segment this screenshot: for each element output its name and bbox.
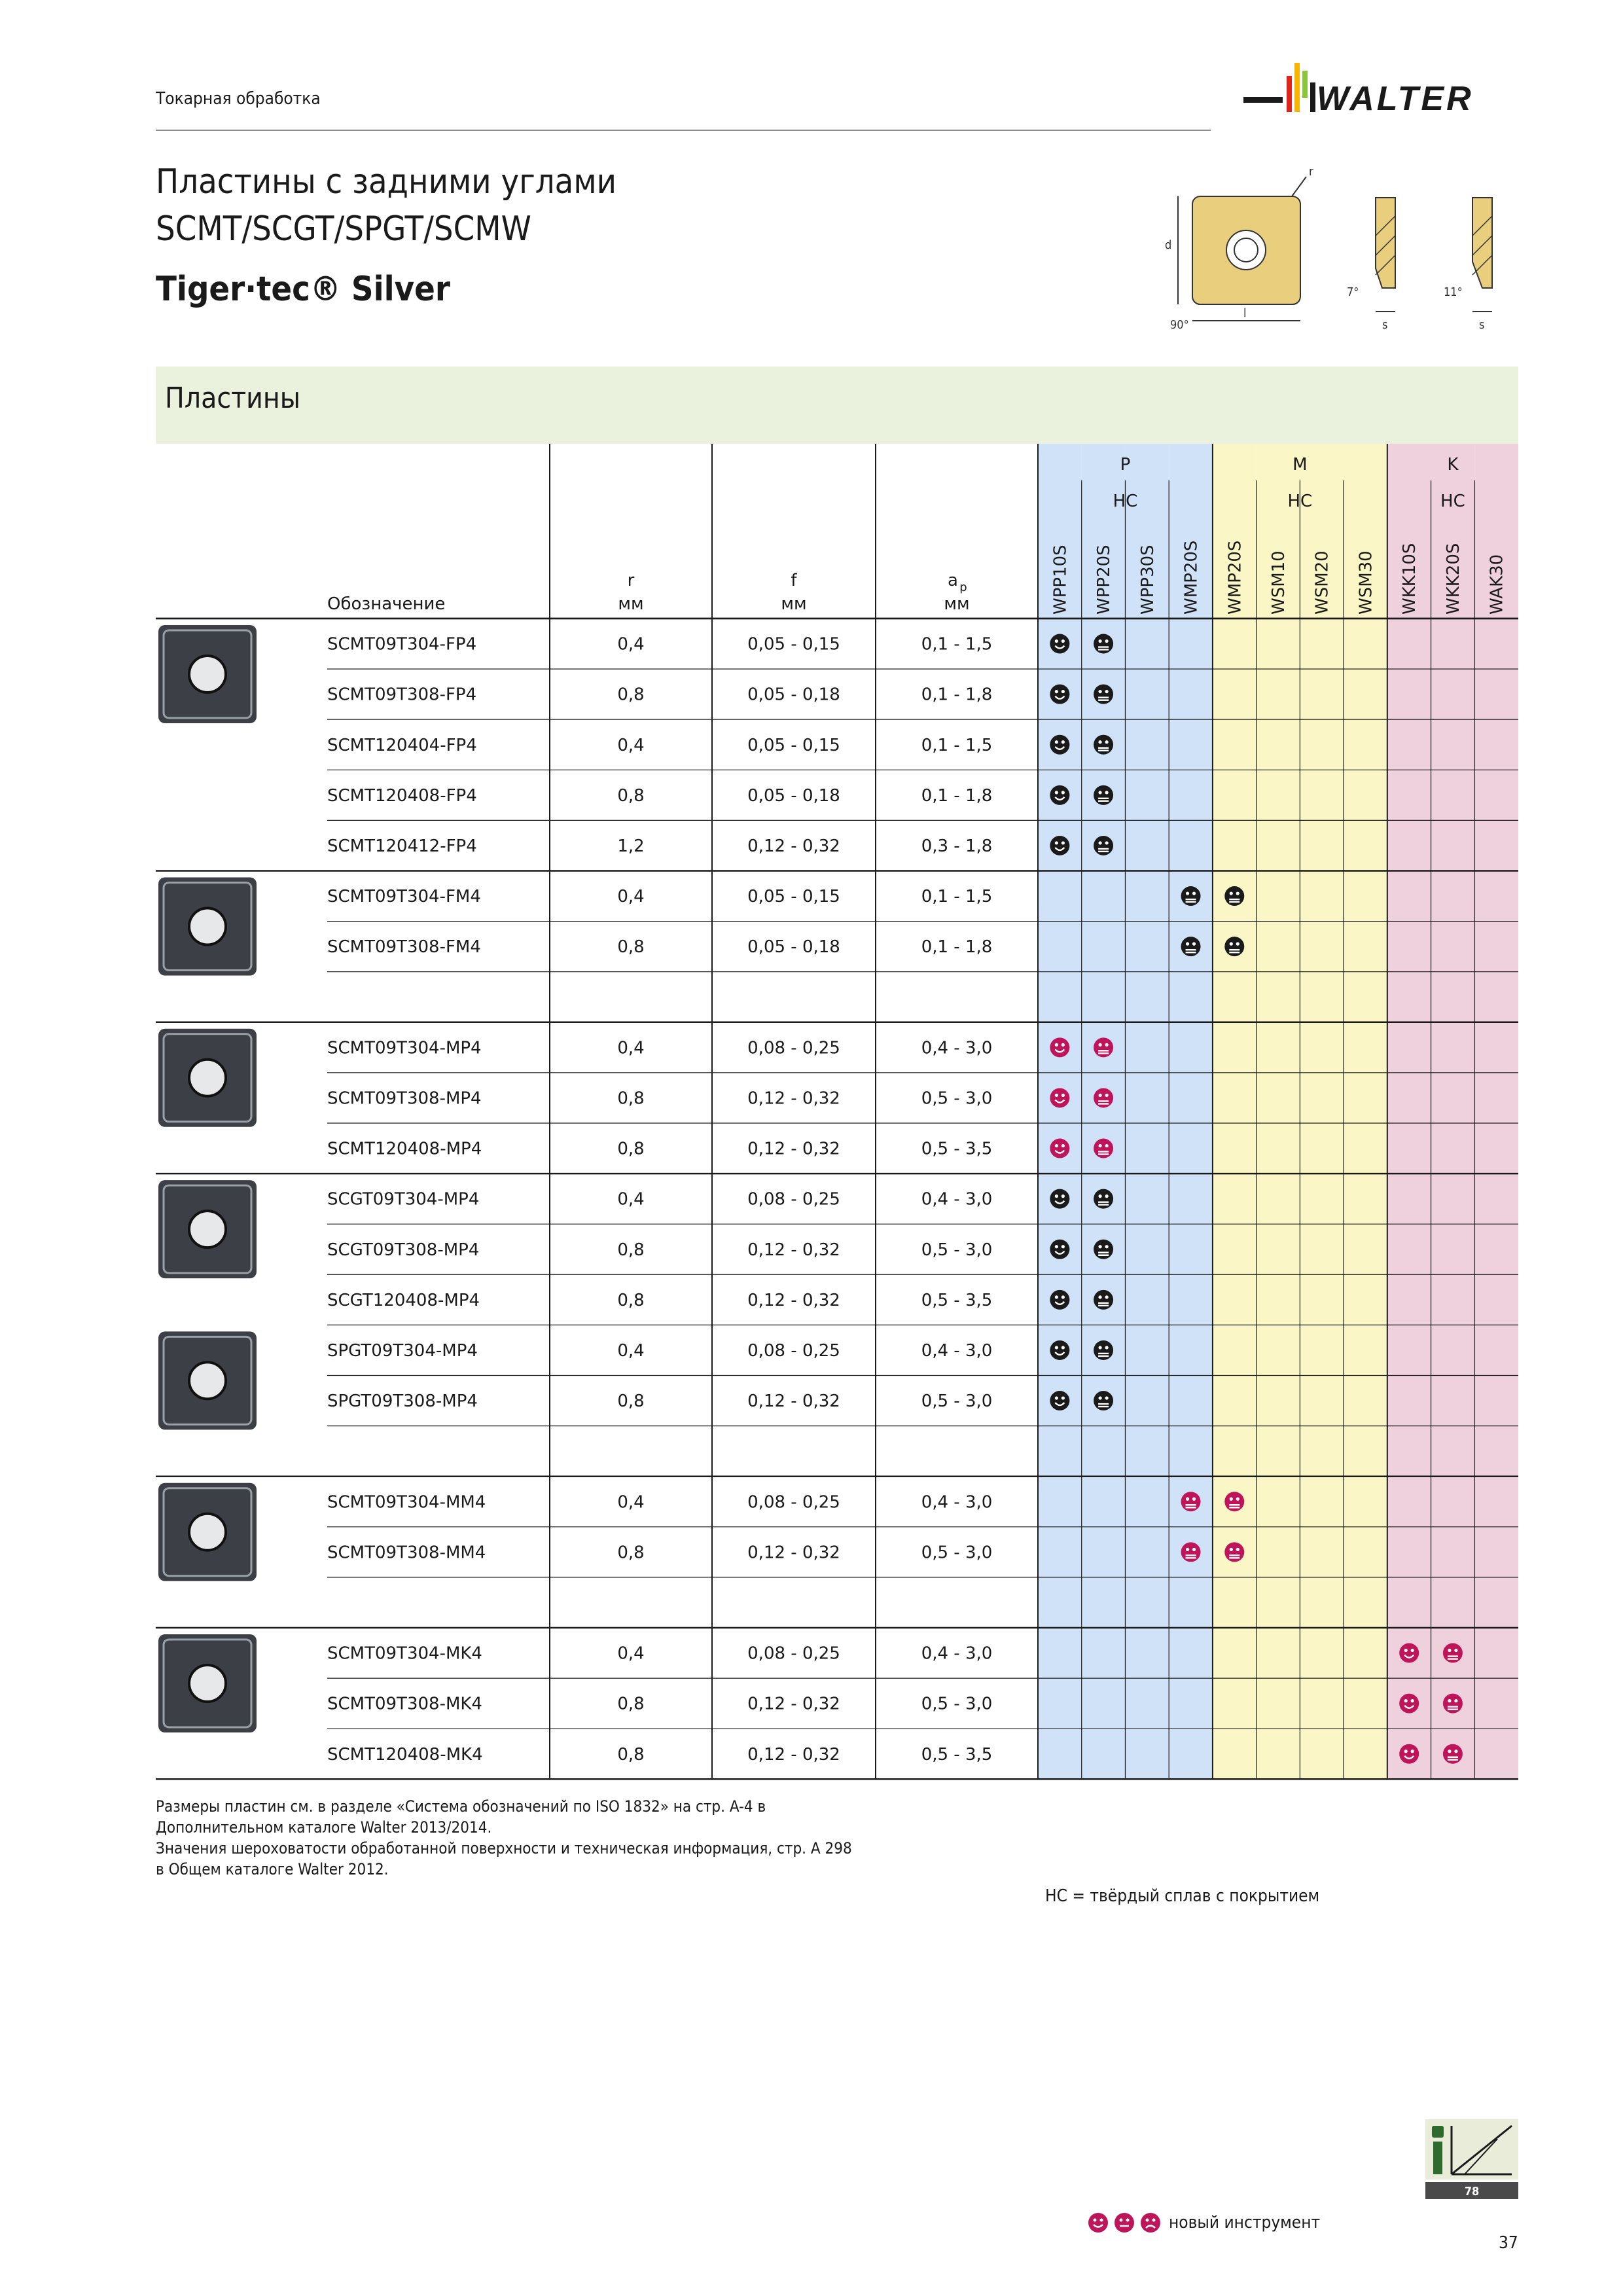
smiley-icon	[1050, 836, 1069, 855]
insert-photo	[158, 1029, 257, 1127]
table-row-r: 0,4	[617, 735, 645, 755]
neutral-face-icon	[1224, 937, 1244, 956]
neutral-face-icon	[1443, 1694, 1463, 1713]
neutral-face-icon	[1094, 685, 1113, 704]
table-row-f: 0,12 - 0,32	[747, 1088, 840, 1109]
svg-text:s: s	[1479, 318, 1485, 332]
svg-text:78: 78	[1464, 2185, 1480, 2198]
table-row-f: 0,08 - 0,25	[747, 1189, 840, 1210]
smiley-icon	[1399, 1694, 1419, 1713]
neutral-face-icon	[1115, 2213, 1134, 2233]
frown-face-icon	[1141, 2213, 1160, 2233]
table-row-f: 0,08 - 0,25	[747, 1492, 840, 1513]
table-row-f: 0,12 - 0,32	[747, 836, 840, 856]
table-row-designation: SCMT09T304-MP4	[327, 1038, 482, 1058]
material-group-label: M	[1293, 455, 1308, 475]
grade-name: WMP20S	[1181, 540, 1202, 615]
walter-logo	[1243, 58, 1518, 130]
smiley-icon	[1050, 785, 1069, 805]
table-row-designation: SCMT09T304-MK4	[327, 1643, 482, 1664]
grade-name: WKK20S	[1443, 543, 1463, 615]
neutral-face-icon	[1181, 937, 1201, 956]
table-row-r: 0,8	[617, 1391, 645, 1412]
table-row-designation: SCMT09T308-FP4	[327, 685, 477, 705]
neutral-face-icon	[1224, 886, 1244, 906]
smiley-icon	[1050, 1037, 1069, 1057]
material-group-label: K	[1447, 455, 1459, 475]
smiley-icon	[1050, 735, 1069, 755]
table-row-r: 0,8	[617, 1543, 645, 1563]
table-row-ap: 0,1 - 1,5	[921, 735, 993, 755]
smiley-icon	[1399, 1643, 1419, 1663]
table-row-f: 0,05 - 0,15	[747, 887, 840, 907]
grade-name: WPP20S	[1094, 545, 1115, 615]
smiley-icon	[1050, 685, 1069, 704]
table-row-f: 0,05 - 0,15	[747, 735, 840, 755]
insert-geometry-diagram	[1152, 157, 1518, 334]
svg-text:7°: 7°	[1347, 285, 1359, 299]
neutral-face-icon	[1094, 1290, 1113, 1310]
table-row-ap: 0,4 - 3,0	[921, 1189, 993, 1210]
table-row-designation: SPGT09T304-MP4	[327, 1340, 478, 1361]
table-row-designation: SCMT09T308-MP4	[327, 1088, 482, 1109]
grade-column-bg	[1257, 444, 1300, 1779]
grade-name: WPP30S	[1137, 545, 1158, 615]
new-tool-label: новый инструмент	[1169, 2213, 1321, 2233]
table-row-r: 1,2	[617, 836, 645, 856]
neutral-face-icon	[1094, 1340, 1113, 1360]
grade-name: WKK10S	[1400, 543, 1420, 615]
header-divider	[156, 130, 1211, 131]
smiley-icon	[1050, 1290, 1069, 1310]
table-row-r: 0,8	[617, 685, 645, 705]
neutral-face-icon	[1181, 1542, 1201, 1562]
table-row-ap: 0,1 - 1,5	[921, 634, 993, 655]
table-row-ap: 0,1 - 1,8	[921, 937, 993, 958]
grade-name: WSM20	[1312, 550, 1332, 615]
neutral-face-icon	[1443, 1744, 1463, 1764]
insert-photo	[158, 625, 257, 723]
grade-column-bg	[1125, 444, 1169, 1779]
insert-photo	[158, 1331, 257, 1429]
svg-text:11°: 11°	[1444, 285, 1463, 299]
neutral-face-icon	[1094, 836, 1113, 855]
table-row-r: 0,8	[617, 785, 645, 806]
new-tool-legend	[1086, 2210, 1320, 2236]
material-group-type: HC	[1440, 492, 1465, 511]
section-band-title: Пластины	[165, 382, 301, 415]
table-row-f: 0,05 - 0,18	[747, 685, 840, 705]
material-group-type: HC	[1113, 492, 1138, 511]
table-row-designation: SCMT09T304-MM4	[327, 1492, 486, 1513]
table-row-f: 0,05 - 0,15	[747, 634, 840, 655]
table-row-designation: SCMT09T304-FM4	[327, 887, 481, 907]
table-row-f: 0,05 - 0,18	[747, 785, 840, 806]
table-row-ap: 0,4 - 3,0	[921, 1340, 993, 1361]
table-row-designation: SCMT120412-FP4	[327, 836, 477, 856]
grade-name: WSM30	[1356, 550, 1376, 615]
page-title: Пластины с задними углами	[156, 162, 617, 202]
material-group-label: P	[1120, 455, 1131, 475]
insert-photo	[158, 1634, 257, 1732]
neutral-face-icon	[1094, 1189, 1113, 1209]
table-row-ap: 0,1 - 1,5	[921, 887, 993, 907]
table-row-r: 0,8	[617, 1240, 645, 1260]
svg-text:WALTER: WALTER	[1317, 80, 1474, 118]
table-row-ap: 0,5 - 3,0	[921, 1694, 993, 1714]
neutral-face-icon	[1094, 1391, 1113, 1410]
footnotes	[156, 1796, 852, 1880]
table-row-designation: SCMT120408-MK4	[327, 1744, 483, 1765]
table-row-designation: SCMT120408-FP4	[327, 785, 477, 806]
table-row-designation: SCGT120408-MP4	[327, 1290, 480, 1310]
neutral-face-icon	[1224, 1492, 1244, 1511]
neutral-face-icon	[1094, 735, 1113, 755]
column-header-f-unit: мм	[781, 594, 807, 614]
table-row-ap: 0,1 - 1,8	[921, 785, 993, 806]
table-row-r: 0,4	[617, 1340, 645, 1361]
smiley-icon	[1050, 1139, 1069, 1158]
svg-text:l: l	[1243, 306, 1247, 320]
table-row-r: 0,4	[617, 634, 645, 655]
table-row-ap: 0,5 - 3,0	[921, 1088, 993, 1109]
column-header-ap-sub: p	[959, 581, 967, 594]
svg-text:r: r	[1309, 165, 1313, 179]
neutral-face-icon	[1443, 1643, 1463, 1663]
table-row-ap: 0,5 - 3,5	[921, 1290, 993, 1310]
grade-name: WPP10S	[1050, 545, 1071, 615]
smiley-icon	[1050, 1340, 1069, 1360]
section-band	[156, 367, 1518, 444]
table-row-ap: 0,4 - 3,0	[921, 1038, 993, 1058]
table-row-ap: 0,4 - 3,0	[921, 1643, 993, 1664]
table-row-ap: 0,5 - 3,5	[921, 1139, 993, 1159]
hc-legend: HC = твёрдый сплав с покрытием	[1045, 1886, 1320, 1906]
table-row-f: 0,12 - 0,32	[747, 1139, 840, 1159]
table-row-f: 0,05 - 0,18	[747, 937, 840, 958]
grade-column-bg	[1213, 444, 1257, 1779]
column-header-designation: Обозначение	[327, 594, 446, 614]
neutral-face-icon	[1094, 634, 1113, 654]
table-row-designation: SCMT09T308-FM4	[327, 937, 481, 958]
table-row-r: 0,4	[617, 1492, 645, 1513]
grade-name: WAK30	[1487, 554, 1507, 615]
table-row-designation: SCGT09T308-MP4	[327, 1240, 480, 1260]
neutral-face-icon	[1094, 1240, 1113, 1259]
column-header-ap: a	[948, 571, 958, 590]
neutral-face-icon	[1181, 1492, 1201, 1511]
grade-column-bg	[1474, 444, 1518, 1779]
table-row-designation: SCMT09T308-MK4	[327, 1694, 482, 1714]
smiley-icon	[1399, 1744, 1419, 1764]
table-row-ap: 0,1 - 1,8	[921, 685, 993, 705]
table-row-designation: SCMT09T308-MM4	[327, 1543, 486, 1563]
table-row-ap: 0,5 - 3,0	[921, 1240, 993, 1260]
insert-photo	[158, 878, 257, 976]
neutral-face-icon	[1181, 886, 1201, 906]
grade-name: WSM10	[1269, 550, 1289, 615]
table-row-f: 0,12 - 0,32	[747, 1744, 840, 1765]
table-row-designation: SPGT09T308-MP4	[327, 1391, 478, 1412]
table-row-f: 0,08 - 0,25	[747, 1643, 840, 1664]
grade-column-bg	[1387, 444, 1431, 1779]
column-header-ap-unit: мм	[944, 594, 970, 614]
table-row-designation: SCMT09T304-FP4	[327, 634, 477, 655]
table-row-r: 0,4	[617, 887, 645, 907]
table-row-r: 0,8	[617, 1139, 645, 1159]
table-row-r: 0,8	[617, 1744, 645, 1765]
table-row-f: 0,12 - 0,32	[747, 1543, 840, 1563]
neutral-face-icon	[1094, 785, 1113, 805]
footnote-line: Размеры пластин см. в разделе «Система обозначений по ISO 1832» на стр. A-4 в	[156, 1797, 766, 1816]
grade-column-bg	[1344, 444, 1387, 1779]
footnote-line: Значения шероховатости обработанной поверхности и техническая информация, стр. A 298	[156, 1839, 852, 1857]
table-row-f: 0,08 - 0,25	[747, 1038, 840, 1058]
table-row-f: 0,12 - 0,32	[747, 1290, 840, 1310]
column-header-r-unit: мм	[618, 594, 644, 614]
svg-text:s: s	[1382, 318, 1388, 332]
table-row-ap: 0,5 - 3,0	[921, 1543, 993, 1563]
table-row-r: 0,8	[617, 1694, 645, 1714]
neutral-face-icon	[1094, 1037, 1113, 1057]
smiley-icon	[1050, 1391, 1069, 1410]
table-row-r: 0,4	[617, 1038, 645, 1058]
table-row-designation: SCGT09T304-MP4	[327, 1189, 480, 1210]
table-row-r: 0,4	[617, 1189, 645, 1210]
neutral-face-icon	[1094, 1139, 1113, 1158]
table-row-ap: 0,4 - 3,0	[921, 1492, 993, 1513]
table-row-f: 0,12 - 0,32	[747, 1694, 840, 1714]
neutral-face-icon	[1094, 1088, 1113, 1107]
table-row-r: 0,8	[617, 1290, 645, 1310]
product-line: Tiger·tec® Silver	[156, 270, 450, 309]
smiley-icon	[1050, 1189, 1069, 1209]
material-group-type: HC	[1287, 492, 1313, 511]
column-header-r: r	[627, 571, 635, 590]
table-row-f: 0,12 - 0,32	[747, 1391, 840, 1412]
new-tool-icons	[1086, 2210, 1165, 2236]
footnote-line: Дополнительном каталоге Walter 2013/2014.	[156, 1818, 492, 1837]
table-row-designation: SCMT120408-MP4	[327, 1139, 482, 1159]
insert-photo	[158, 1180, 257, 1278]
table-row-ap: 0,5 - 3,5	[921, 1744, 993, 1765]
smiley-icon	[1050, 634, 1069, 654]
info-reference-icon	[1425, 2119, 1518, 2199]
table-row-f: 0,08 - 0,25	[747, 1340, 840, 1361]
page-subtitle: SCMT/SCGT/SPGT/SCMW	[156, 209, 531, 249]
section-title: Токарная обработка	[156, 89, 321, 109]
table-row-ap: 0,5 - 3,0	[921, 1391, 993, 1412]
neutral-face-icon	[1224, 1542, 1244, 1562]
svg-text:90°: 90°	[1170, 318, 1189, 332]
grade-name: WMP20S	[1225, 540, 1245, 615]
grade-column-bg	[1169, 444, 1213, 1779]
table-row-r: 0,8	[617, 937, 645, 958]
column-header-f: f	[791, 571, 797, 590]
table-row-r: 0,8	[617, 1088, 645, 1109]
grade-column-bg	[1431, 444, 1475, 1779]
insert-photo	[158, 1483, 257, 1581]
table-row-ap: 0,3 - 1,8	[921, 836, 993, 856]
smiley-icon	[1050, 1088, 1069, 1107]
table-row-f: 0,12 - 0,32	[747, 1240, 840, 1260]
inserts-table	[156, 444, 1518, 1793]
smiley-icon	[1050, 1240, 1069, 1259]
grade-column-bg	[1300, 444, 1344, 1779]
footnote-line: в Общем каталоге Walter 2012.	[156, 1860, 389, 1878]
page-number: 37	[1499, 2233, 1518, 2253]
svg-text:d: d	[1165, 238, 1172, 252]
table-row-designation: SCMT120404-FP4	[327, 735, 477, 755]
table-row-r: 0,4	[617, 1643, 645, 1664]
smiley-icon	[1088, 2213, 1108, 2233]
